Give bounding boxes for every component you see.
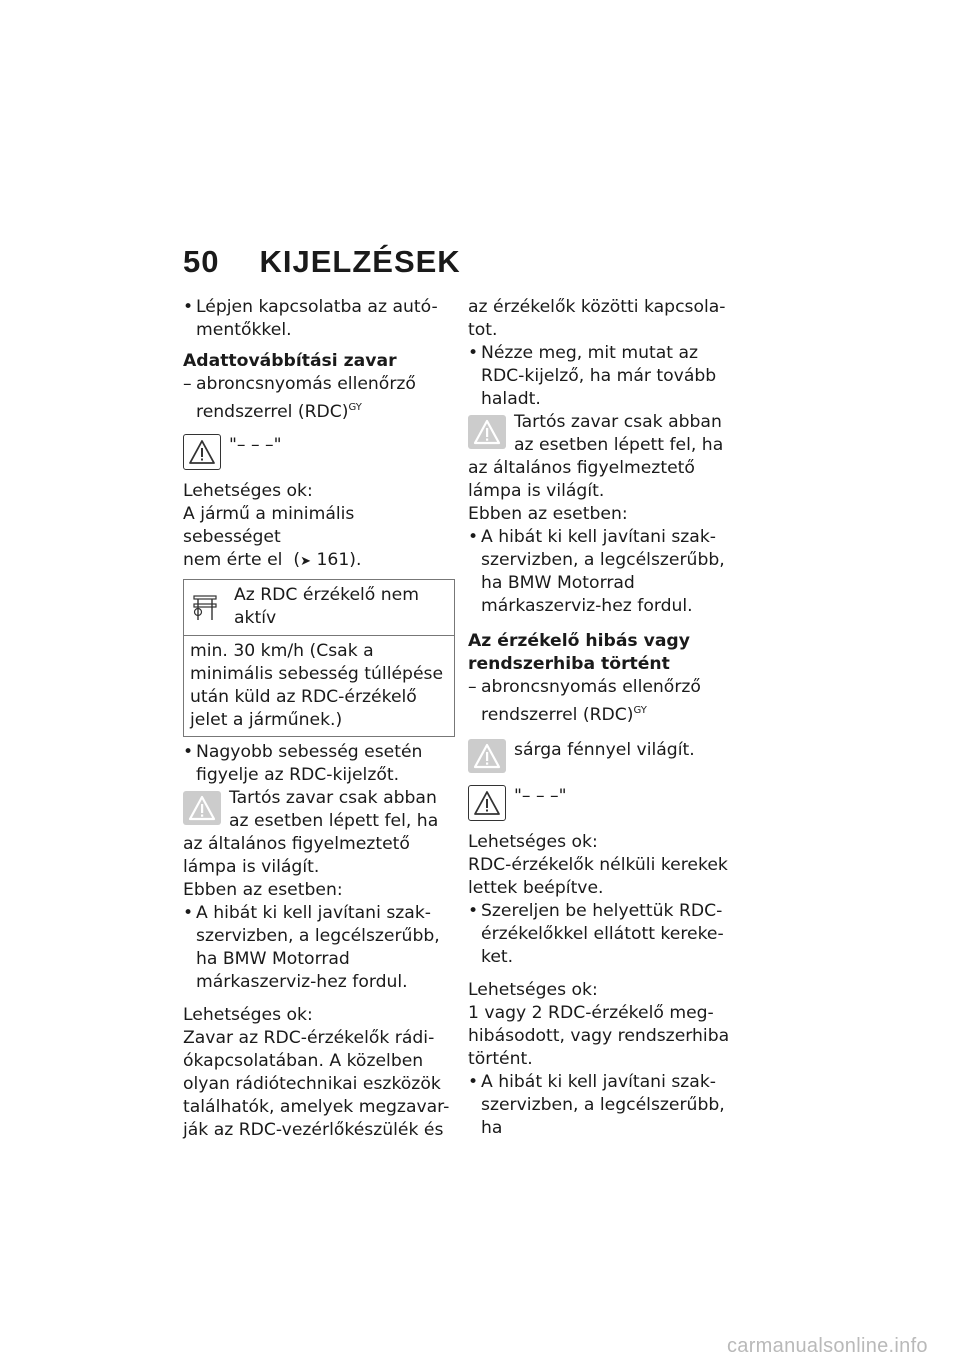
- display-dashes: "– – –": [514, 786, 567, 806]
- arrow-right-icon: ➤: [300, 554, 311, 569]
- cause-label-1: Lehetséges ok:: [183, 481, 313, 501]
- dash-item-rdc: – abroncsnyomás ellenőrző: [468, 677, 701, 697]
- display-dashes: "– – –": [229, 435, 282, 455]
- bullet-check-display: • Nézze meg, mit mutat az: [468, 342, 740, 365]
- cause-label-2: Lehetséges ok:: [183, 1005, 313, 1025]
- table-row: [184, 580, 454, 636]
- bullet-contact-cont: mentőkkel.: [196, 320, 292, 340]
- yellow-warning-row: [468, 739, 740, 773]
- bullet-contact: • Lépjen kapcsolatba az autó-: [183, 296, 453, 319]
- cause-label-4: Lehetséges ok:: [468, 980, 598, 1000]
- bullet-install-sensors-cont: érzékelőkkel ellátott kereke-ket.: [481, 924, 724, 967]
- cause-text-4: 1 vagy 2 RDC-érzékelő meg-hibásodott, vagy rendszerhiba történt.: [468, 1003, 730, 1069]
- warning-triangle-icon: [468, 785, 506, 821]
- page-reference-link[interactable]: 161).: [316, 550, 362, 570]
- info-table: [183, 579, 455, 737]
- page-number: 50: [183, 244, 220, 279]
- bullet-repair-cont: szervizben, a legcélszerűbb, ha: [481, 1095, 725, 1138]
- heading-data-transfer: Adattovábbítási zavar: [183, 351, 397, 371]
- bullet-repair-cont: szervizben, a legcélszerűbb, ha BMW Motorrad márkaszerviz-hez fordul.: [196, 926, 440, 992]
- warning-display-row: [468, 785, 740, 821]
- warning-triangle-icon: [183, 434, 221, 470]
- bullet-higher-speed-cont: figyelje az RDC-kijelzőt.: [196, 765, 400, 785]
- warning-triangle-icon: [468, 415, 506, 449]
- bullet-repair: • A hibát ki kell javítani szak-: [183, 902, 453, 925]
- then-label-1: Ebben az esetben:: [183, 880, 343, 900]
- page-header: [183, 244, 461, 280]
- warning-note-line2: az esetben lépett fel, ha az általános figyelmeztető lámpa is világít.: [468, 435, 724, 501]
- bullet-higher-speed: • Nagyobb sebesség esetén: [183, 741, 453, 764]
- table-cell-value: min. 30 km/h (Csak a minimális sebesség túllépése után küld az RDC-érzékelő jelet a járműnek.): [190, 641, 444, 730]
- warning-triangle-icon: [183, 791, 221, 825]
- dash-item-rdc-cont: rendszerrel (RDC)$^{GY}$: [481, 705, 647, 725]
- then-label-2: Ebben az esetben:: [468, 504, 628, 524]
- bullet-check-display-cont: RDC-kijelző, ha már tovább haladt.: [481, 366, 717, 409]
- warning-note: [183, 787, 453, 879]
- warning-display-row: [183, 434, 453, 470]
- table-cell-label: Az RDC érzékelő nem aktív: [234, 585, 420, 628]
- warning-note-line2: az esetben lépett fel, ha az általános figyelmeztető lámpa is világít.: [183, 811, 439, 877]
- dash-item-rdc: – abroncsnyomás ellenőrző: [183, 374, 416, 394]
- bullet-repair: • A hibát ki kell javítani szak-: [468, 1071, 740, 1094]
- watermark: carmanualsonline.info: [727, 1335, 928, 1357]
- bullet-repair-cont: szervizben, a legcélszerűbb, ha BMW Motorrad márkaszerviz-hez fordul.: [481, 550, 725, 616]
- yellow-light-text: sárga fénnyel világít.: [514, 740, 695, 760]
- warning-note: [468, 411, 740, 503]
- right-column: [468, 296, 740, 1140]
- warning-note-line1: Tartós zavar csak abban: [229, 788, 437, 808]
- left-column: [183, 296, 453, 1142]
- tire-sensor-icon: [190, 584, 226, 631]
- dash-item-rdc-cont: rendszerrel (RDC)$^{GY}$: [196, 402, 362, 422]
- bullet-install-sensors: • Szereljen be helyettük RDC-: [468, 900, 740, 923]
- continuation-text: az érzékelők közötti kapcsola-tot.: [468, 297, 726, 340]
- warning-triangle-icon: [468, 739, 506, 773]
- heading-sensor-fault: Az érzékelő hibás vagy rendszerhiba történt: [468, 631, 690, 674]
- cause-text-1b: nem érte el (➤ 161).: [183, 550, 362, 570]
- cause-label-3: Lehetséges ok:: [468, 832, 598, 852]
- cause-text-1: A jármű a minimális sebességet: [183, 504, 355, 547]
- warning-note-line1: Tartós zavar csak abban: [514, 412, 722, 432]
- cause-text-2: Zavar az RDC-érzékelők rádi-ókapcsolatában. A közelben olyan rádiótechnikai eszközök találhatók, amelyek megzavar-ják az RDC-vezérlőkészülék és: [183, 1028, 450, 1140]
- page-title: KIJELZÉSEK: [259, 244, 461, 279]
- cause-text-3: RDC-érzékelők nélküli kerekek lettek beépítve.: [468, 855, 728, 898]
- bullet-repair: • A hibát ki kell javítani szak-: [468, 526, 740, 549]
